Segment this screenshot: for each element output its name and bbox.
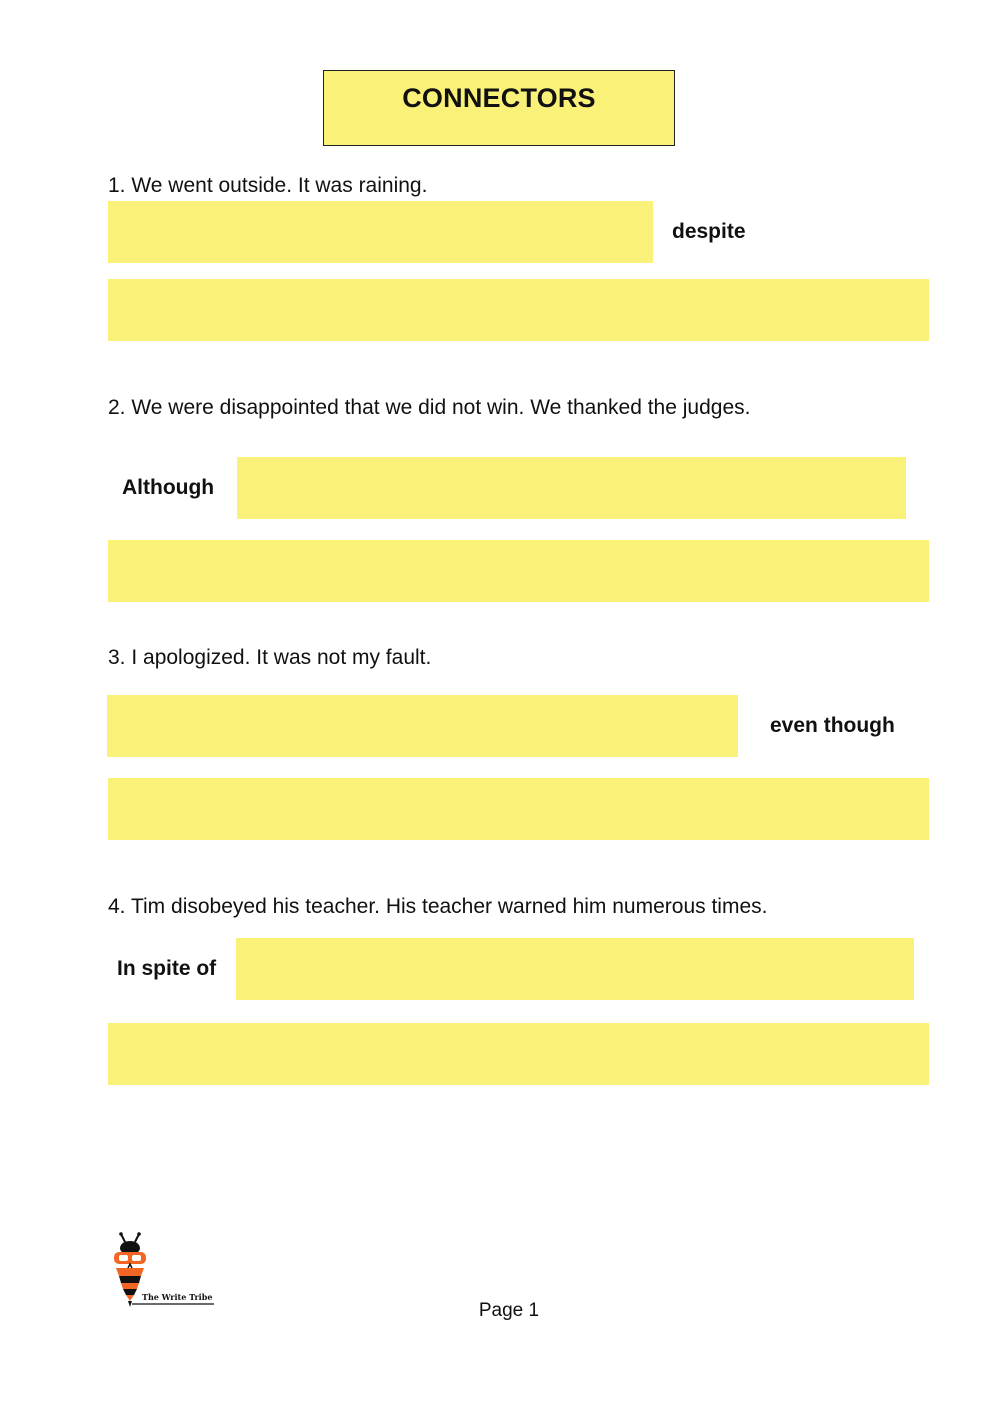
write-tribe-logo [108, 1232, 218, 1310]
logo-text: The Write Tribe [142, 1292, 213, 1302]
question-2-connector: Although [122, 476, 215, 499]
question-3-answer-field[interactable] [107, 695, 738, 757]
page-number: Page 1 [478, 1300, 540, 1321]
question-1-prompt: 1. We went outside. It was raining. [108, 174, 428, 197]
question-1-connector: despite [672, 220, 746, 243]
title-box [323, 70, 675, 146]
question-3-prompt: 3. I apologized. It was not my fault. [108, 646, 432, 669]
question-2-prompt: 2. We were disappointed that we did not win. We thanked the judges. [108, 396, 751, 419]
question-4-connector: In spite of [117, 957, 217, 980]
worksheet-title: CONNECTORS [402, 83, 596, 113]
question-4-prompt: 4. Tim disobeyed his teacher. His teacher warned him numerous times. [108, 895, 768, 918]
question-1-answer-field[interactable] [108, 201, 653, 263]
question-3-connector: even though [770, 714, 895, 737]
question-1-full-answer-field[interactable] [108, 279, 929, 341]
question-2-answer-field[interactable] [237, 457, 906, 519]
question-2-full-answer-field[interactable] [108, 540, 929, 602]
question-4-full-answer-field[interactable] [108, 1023, 929, 1085]
question-3-full-answer-field[interactable] [108, 778, 929, 840]
question-4-answer-field[interactable] [236, 938, 914, 1000]
